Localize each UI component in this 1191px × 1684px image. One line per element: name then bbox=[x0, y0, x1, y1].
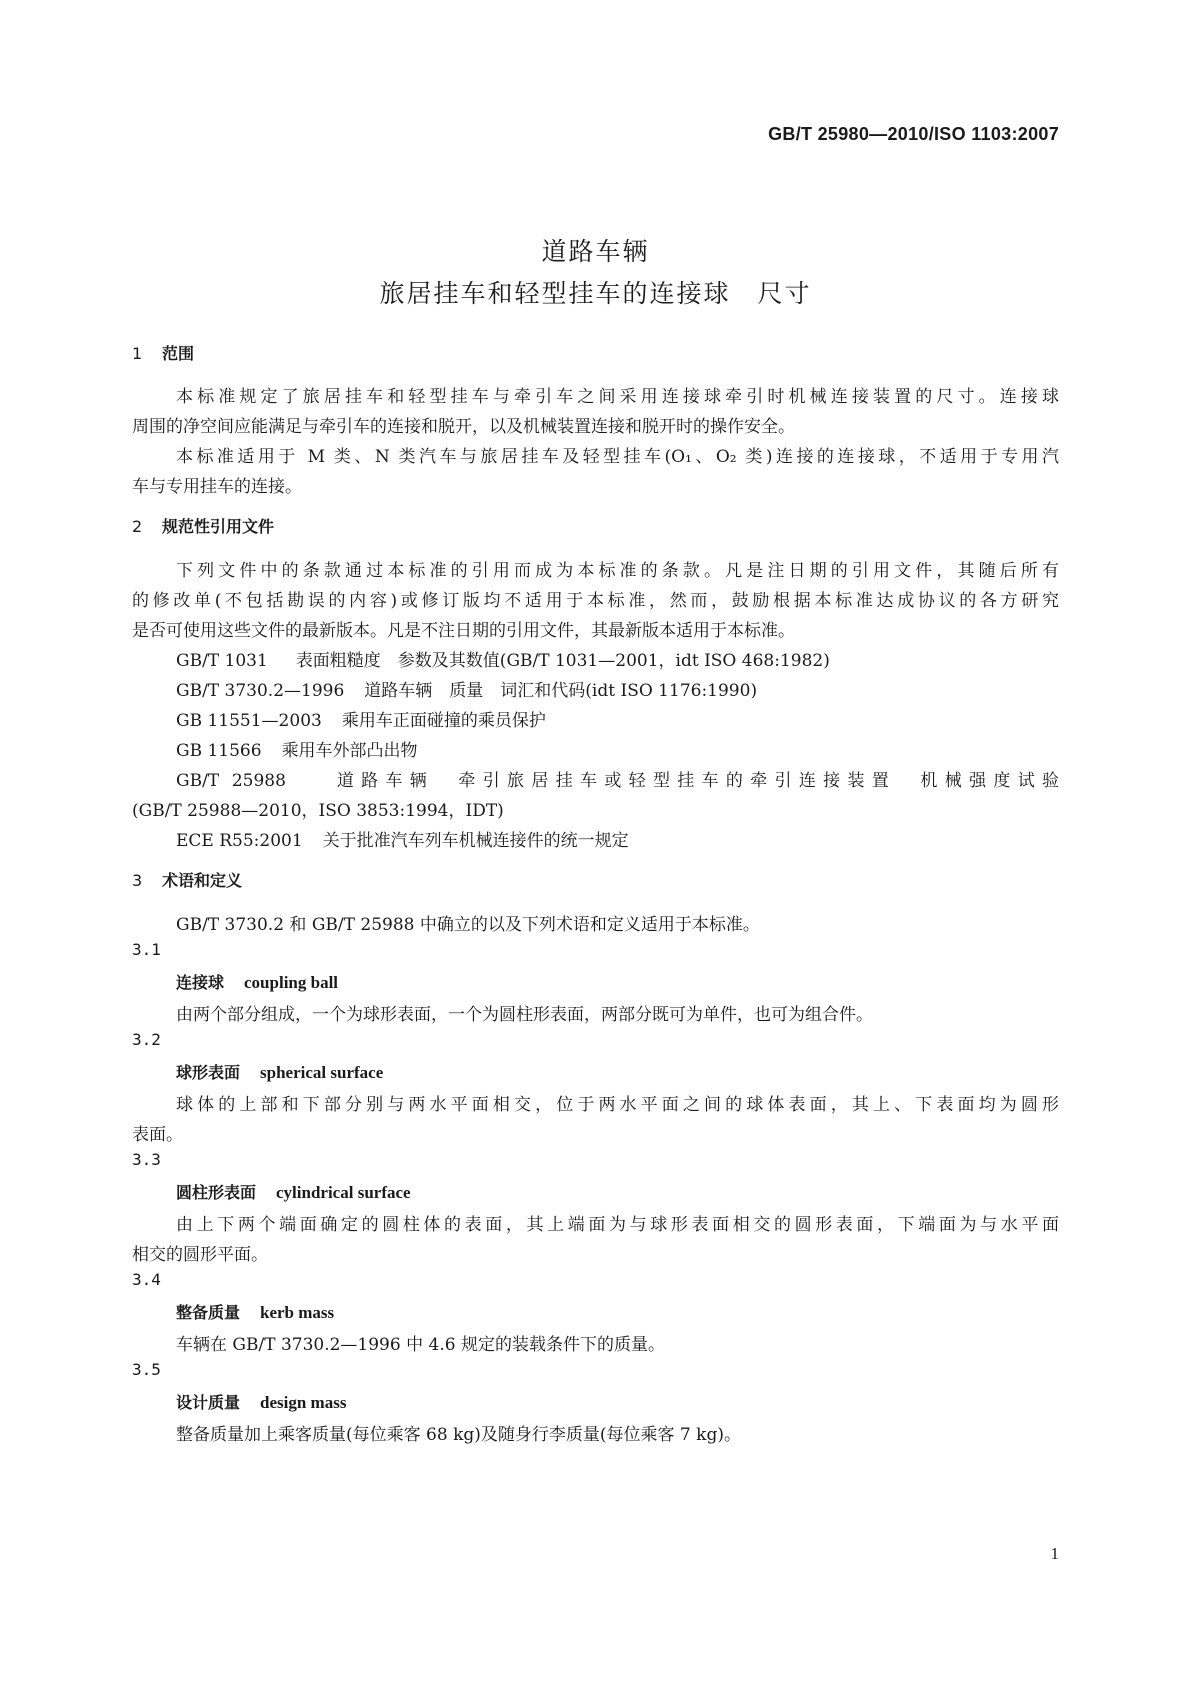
reference-code: GB 11551—2003 bbox=[176, 711, 322, 731]
reference-title: 关于批准汽车列车机械连接件的统一规定 bbox=[322, 831, 629, 851]
term-en: spherical surface bbox=[260, 1063, 384, 1082]
paragraph-line: 本标准规定了旅居挂车和轻型挂车与牵引车之间采用连接球牵引时机械连接装置的尺寸。连接球 bbox=[176, 387, 1059, 407]
term-en: cylindrical surface bbox=[276, 1183, 411, 1202]
section-3-heading bbox=[132, 868, 242, 891]
reference-item bbox=[176, 736, 418, 761]
term-zh: 连接球 bbox=[176, 973, 225, 992]
reference-title: 道路车辆 牵引旅居挂车或轻型挂车的牵引连接装置 机械强度试验 bbox=[336, 771, 1060, 791]
reference-title: 乘用车正面碰撞的乘员保护 bbox=[341, 711, 546, 731]
term-definition: 球体的上部和下部分别与两水平面相交，位于两水平面之间的球体表面，其上、下表面均为圆形 bbox=[176, 1095, 1059, 1115]
term-definition: 由两个部分组成，一个为球形表面，一个为圆柱形表面，两部分既可为单件，也可为组合件。 bbox=[176, 1005, 873, 1025]
term-definition: 整备质量加上乘客质量(每位乘客 68 kg)及随身行李质量(每位乘客 7 kg)。 bbox=[176, 1425, 741, 1445]
title-line-2: 旅居挂车和轻型挂车的连接球 尺寸 bbox=[379, 279, 812, 308]
paragraph-line: GB/T 3730.2 和 GB/T 25988 中确立的以及下列术语和定义适用于本标准。 bbox=[176, 915, 760, 935]
term-en: kerb mass bbox=[260, 1303, 335, 1322]
term-zh: 圆柱形表面 bbox=[176, 1183, 257, 1202]
reference-item bbox=[132, 766, 1059, 791]
clause-number: 3.3 bbox=[132, 1150, 161, 1169]
term-definition: 由上下两个端面确定的圆柱体的表面，其上端面为与球形表面相交的圆形表面，下端面为与水平面 bbox=[176, 1215, 1059, 1235]
term-entry bbox=[176, 1180, 411, 1203]
paragraph-line: 周围的净空间应能满足与牵引车的连接和脱开，以及机械装置连接和脱开时的操作安全。 bbox=[132, 417, 795, 437]
page-number: 1 bbox=[1050, 1544, 1059, 1563]
section-number: 3 bbox=[132, 871, 143, 890]
term-zh: 球形表面 bbox=[176, 1063, 241, 1082]
clause-number: 3.1 bbox=[132, 940, 161, 959]
paragraph-line: 的修改单(不包括勘误的内容)或修订版均不适用于本标准，然而，鼓励根据本标准达成协议的各方研究 bbox=[132, 591, 1059, 611]
term-entry bbox=[176, 1300, 334, 1323]
reference-code: GB/T 3730.2—1996 bbox=[176, 681, 345, 701]
term-definition: 车辆在 GB/T 3730.2—1996 中 4.6 规定的装载条件下的质量。 bbox=[176, 1335, 665, 1355]
reference-title: 道路车辆 质量 词汇和代码(idt ISO 1176:1990) bbox=[364, 681, 758, 701]
reference-item bbox=[176, 676, 757, 701]
section-title: 规范性引用文件 bbox=[162, 517, 275, 536]
term-zh: 设计质量 bbox=[176, 1393, 241, 1412]
clause-number: 3.2 bbox=[132, 1030, 161, 1049]
term-en: coupling ball bbox=[244, 973, 339, 992]
section-title: 范围 bbox=[162, 344, 195, 363]
term-definition: 相交的圆形平面。 bbox=[132, 1245, 268, 1265]
reference-item bbox=[176, 706, 546, 731]
clause-number: 3.4 bbox=[132, 1270, 161, 1289]
section-number: 1 bbox=[132, 344, 143, 363]
section-title: 术语和定义 bbox=[162, 871, 243, 890]
section-2-heading bbox=[132, 514, 274, 537]
reference-title: 乘用车外部凸出物 bbox=[281, 741, 418, 761]
paragraph-line: 是否可使用这些文件的最新版本。凡是不注日期的引用文件，其最新版本适用于本标准。 bbox=[132, 621, 795, 641]
reference-title: 表面粗糙度 参数及其数值(GB/T 1031—2001，idt ISO 468:1982) bbox=[295, 651, 830, 671]
reference-code: ECE R55:2001 bbox=[176, 831, 303, 851]
term-entry bbox=[176, 1390, 346, 1413]
reference-code: GB/T 25988 bbox=[176, 771, 286, 791]
reference-item bbox=[176, 826, 629, 851]
reference-item bbox=[176, 646, 830, 671]
standard-number: GB/T 25980—2010/ISO 1103:2007 bbox=[768, 124, 1059, 144]
reference-code: GB/T 1031 bbox=[176, 651, 268, 671]
clause-number: 3.5 bbox=[132, 1360, 161, 1379]
term-zh: 整备质量 bbox=[176, 1303, 241, 1322]
paragraph-line: 下列文件中的条款通过本标准的引用而成为本标准的条款。凡是注日期的引用文件，其随后所有 bbox=[176, 561, 1059, 581]
term-entry bbox=[176, 1060, 383, 1083]
paragraph-line: 本标准适用于 M 类、N 类汽车与旅居挂车及轻型挂车(O₁、O₂ 类)连接的连接球，不适用于专用汽 bbox=[176, 447, 1059, 467]
title-line-1: 道路车辆 bbox=[541, 237, 650, 266]
section-1-heading bbox=[132, 341, 194, 364]
reference-code: GB 11566 bbox=[176, 741, 262, 761]
reference-continuation: (GB/T 25988—2010，ISO 3853:1994，IDT) bbox=[132, 801, 504, 821]
term-entry bbox=[176, 970, 338, 993]
paragraph-line: 车与专用挂车的连接。 bbox=[132, 477, 302, 497]
term-en: design mass bbox=[260, 1393, 347, 1412]
section-number: 2 bbox=[132, 517, 143, 536]
term-definition: 表面。 bbox=[132, 1125, 183, 1145]
